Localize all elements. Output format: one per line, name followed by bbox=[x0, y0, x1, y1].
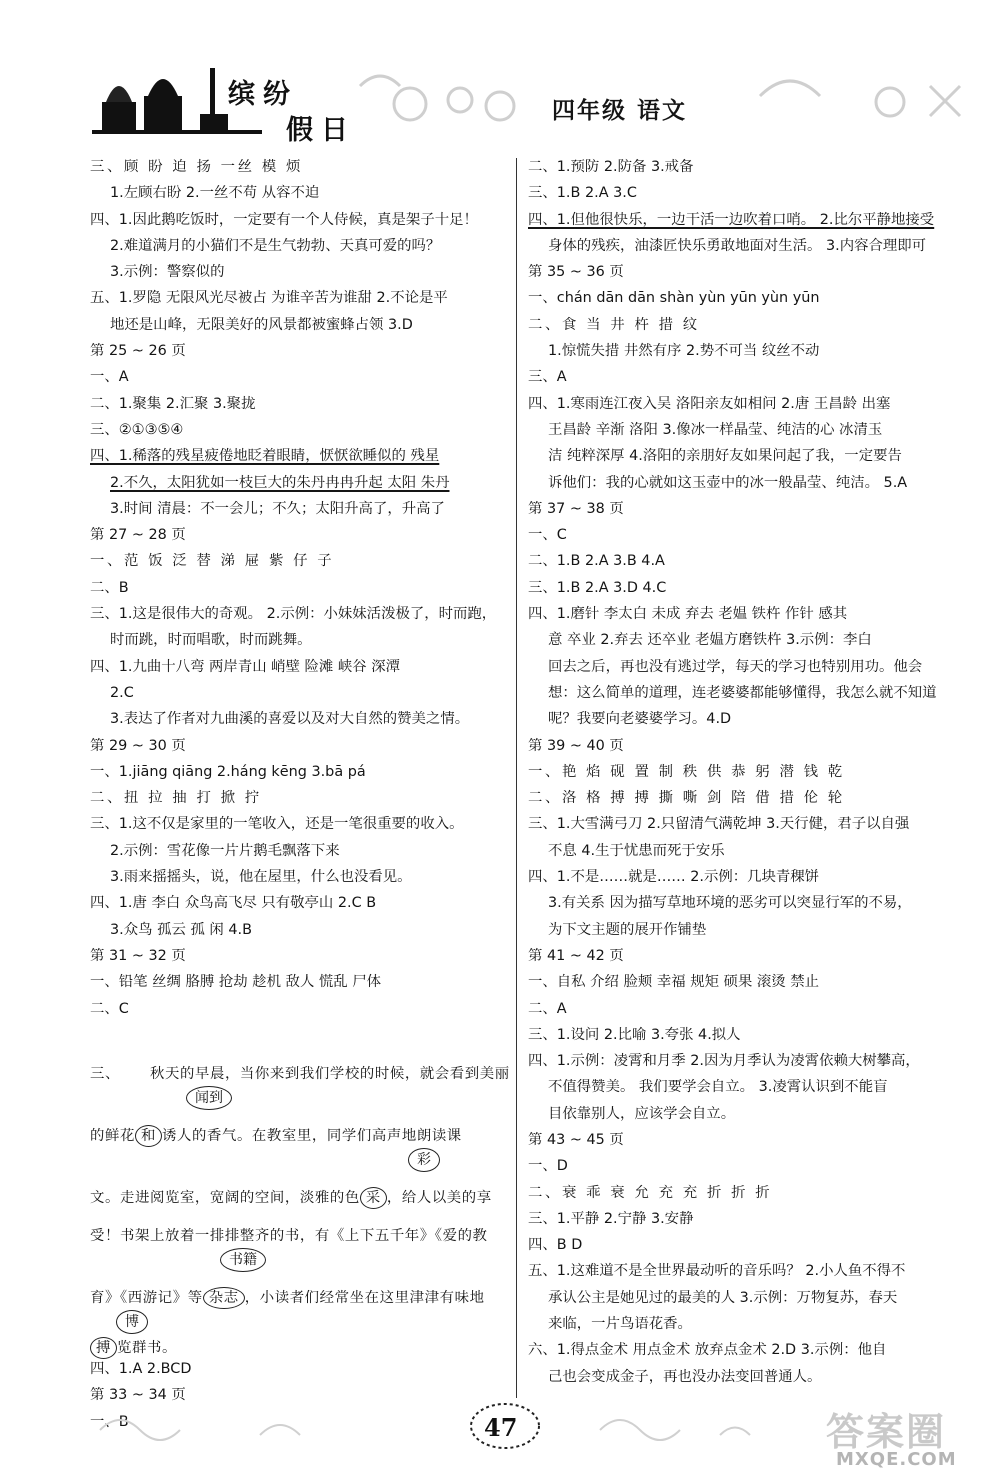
answer-line: 2.示例：雪花像一片片鹅毛飘落下来 bbox=[110, 842, 340, 859]
circled-error: 和 bbox=[135, 1125, 162, 1147]
answer-line: 三、1.这不仅是家里的一笔收入，还是一笔很重要的收入。 bbox=[90, 816, 464, 833]
answer-line: 一、自私 介绍 脸颊 幸福 规矩 硕果 滚烫 禁止 bbox=[528, 974, 820, 991]
answer-line: 三、1.大雪满弓刀 2.只留清气满乾坤 3.天行健，君子以自强 bbox=[528, 816, 910, 833]
answer-line: 回去之后，再也没有逃过学，每天的学习也特别用功。他会 bbox=[548, 658, 923, 675]
answer-line: 二、1.预防 2.防备 3.戒备 bbox=[528, 159, 694, 175]
passage-text: 诱人的香气。在教室里，同学们高声地朗读课 bbox=[161, 1128, 462, 1144]
page-range-heading: 第 41 ~ 42 页 bbox=[528, 947, 624, 964]
answer-line: 四、1.因此鹅吃饭时，一定要有一个人侍候，真是架子十足！ bbox=[90, 211, 478, 228]
answer-line: 四、1.寒雨连江夜入吴 洛阳亲友如相问 2.唐 王昌龄 出塞 bbox=[528, 395, 891, 412]
answer-line: 三、1.这是很伟大的奇观。 2.示例：小妹妹活泼极了，时而跑， bbox=[90, 606, 497, 623]
page-range-heading: 第 27 ~ 28 页 bbox=[90, 527, 186, 544]
answer-line: 2.难道满月的小猫们不是生气勃勃、天真可爱的吗？ bbox=[110, 237, 441, 254]
answer-line: 二、B bbox=[90, 579, 129, 596]
answer-line: 不值得赞美。 我们要学会自立。 3.凌霄认识到不能盲 bbox=[548, 1079, 888, 1096]
page-range-heading: 第 39 ~ 40 页 bbox=[528, 737, 624, 754]
passage-text: ，小读者们经常坐在这里津津有味地 bbox=[244, 1290, 485, 1306]
answers-right-column bbox=[528, 154, 958, 1390]
passage-line bbox=[90, 1286, 485, 1309]
answer-line: 四、1.A 2.BCD bbox=[90, 1361, 192, 1377]
answer-line: 2.C bbox=[110, 684, 134, 701]
answer-line: 六、1.得点金术 用点金术 放弃点金术 2.D 3.示例：他自 bbox=[528, 1342, 887, 1359]
answer-line: 四、1.九曲十八弯 两岸青山 峭壁 险滩 峡谷 深潭 bbox=[90, 658, 401, 675]
correction-callout: 闻到 bbox=[186, 1086, 232, 1110]
answer-line: 四、1.示例：凌霄和月季 2.因为月季认为凌霄依赖大树攀高， bbox=[528, 1053, 920, 1070]
answer-line: 己也会变成金子，再也没办法变回普通人。 bbox=[548, 1368, 822, 1385]
answer-line: 三、1.B 2.A 3.D 4.C bbox=[528, 579, 667, 596]
page-range-heading: 第 25 ~ 26 页 bbox=[90, 343, 186, 360]
answer-line: 时而跳，时而唱歌，时而跳舞。 bbox=[110, 632, 312, 649]
answer-line: 五、1.这难道不是全世界最动听的音乐吗？ 2.小人鱼不得不 bbox=[528, 1263, 906, 1280]
answer-line: 不息 4.生于忧患而死于安乐 bbox=[548, 842, 725, 859]
answer-line: 一、艳 焰 砚 置 制 秩 供 恭 躬 潜 钱 乾 bbox=[528, 763, 845, 780]
page-range-heading: 第 31 ~ 32 页 bbox=[90, 947, 186, 964]
passage-label: 三、 bbox=[90, 1066, 120, 1082]
watermark-logo-text: 答案圈 bbox=[826, 1410, 947, 1454]
answer-line: 三、顾 盼 迫 扬 一丝 模 烦 bbox=[90, 159, 303, 175]
answer-line: 诉他们：我的心就如这玉壶中的冰一般晶莹、纯洁。 5.A bbox=[548, 474, 908, 491]
answer-line: 一、B bbox=[90, 1413, 129, 1430]
answer-line: 三、1.设问 2.比喻 3.夸张 4.拟人 bbox=[528, 1026, 741, 1043]
answer-line: 二、洛 格 搏 搏 撕 嘶 剑 陪 借 措 伦 轮 bbox=[528, 790, 845, 807]
answer-line-underlined: 四、1.但他很快乐，一边干活一边吹着口哨。 2.比尔平静地接受 bbox=[528, 211, 935, 228]
answer-line: 呢？我要向老婆婆学习。4.D bbox=[548, 711, 732, 728]
page-range-heading: 第 29 ~ 30 页 bbox=[90, 737, 186, 754]
answer-line: 身体的残疾，油漆匠快乐勇敢地面对生活。 3.内容合理即可 bbox=[548, 237, 927, 254]
answer-line: 五、1.罗隐 无限风光尽被占 为谁辛苦为谁甜 2.不论是平 bbox=[90, 290, 448, 307]
circled-error: 采 bbox=[360, 1187, 387, 1209]
answer-line: 3.有关系 因为描写草地环境的恶劣可以突显行军的不易， bbox=[548, 895, 912, 912]
brand-title-line2: 假日 bbox=[286, 115, 356, 146]
page-number: 47 bbox=[484, 1413, 518, 1442]
correction-callout: 博 bbox=[116, 1310, 148, 1334]
answer-line: 一、C bbox=[528, 527, 567, 544]
answer-line: 地还是山峰，无限美好的风景都被蜜蜂占领 3.D bbox=[110, 316, 413, 333]
passage-line bbox=[90, 1062, 510, 1083]
passage-line bbox=[90, 1124, 462, 1147]
answers-left-column bbox=[90, 154, 520, 1022]
page-range-heading: 第 43 ~ 45 页 bbox=[528, 1131, 624, 1148]
answer-line: 四、B D bbox=[528, 1237, 583, 1254]
answer-line: 一、D bbox=[528, 1158, 568, 1175]
answer-line: 3.表达了作者对九曲溪的喜爱以及对大自然的赞美之情。 bbox=[110, 711, 470, 728]
answer-line: 想：这么简单的道理，连老婆婆都能够懂得，我怎么就不知道 bbox=[548, 684, 937, 701]
passage-text: ，给人以美的享 bbox=[386, 1190, 492, 1206]
answer-line: 三、A bbox=[528, 369, 567, 386]
answer-line: 四、1.唐 李白 众鸟高飞尽 只有敬亭山 2.C B bbox=[90, 895, 377, 912]
answer-line-underlined: 四、1.稀落的残星疲倦地眨着眼睛，恹恹欲睡似的 残星 bbox=[90, 448, 440, 465]
answer-line: 一、1.jiāng qiāng 2.háng kēng 3.bā pá bbox=[90, 763, 366, 780]
circled-error: 杂志 bbox=[203, 1287, 245, 1309]
answer-line: 二、1.B 2.A 3.B 4.A bbox=[528, 553, 665, 570]
answer-line: 三、②①③⑤④ bbox=[90, 421, 184, 438]
answer-line: 承认公主是她见过的最美的人 3.示例：万物复苏，春天 bbox=[548, 1289, 898, 1306]
page-range-heading: 第 35 ~ 36 页 bbox=[528, 264, 624, 281]
answer-line: 3.雨来摇摇头，说，他在屋里，什么也没看见。 bbox=[110, 869, 412, 886]
answer-line: 二、A bbox=[528, 1000, 567, 1017]
brand-title-line1: 缤纷 bbox=[228, 79, 298, 110]
passage-line: 受！书架上放着一排排整齐的书，有《上下五千年》《爱的教 bbox=[90, 1228, 488, 1244]
answer-line: 二、衰 乖 衰 允 充 充 折 折 折 bbox=[528, 1184, 773, 1201]
grade-subject-label: 四年级 语文 bbox=[552, 97, 688, 124]
answer-line: 1.左顾右盼 2.一丝不苟 从容不迫 bbox=[110, 185, 320, 202]
answer-line-underlined: 2.不久，太阳犹如一枝巨大的朱丹冉冉升起 太阳 朱丹 bbox=[110, 474, 450, 491]
passage-text: 览群书。 bbox=[117, 1340, 177, 1356]
answer-line: 一、chán dān dān shàn yùn yūn yùn yūn bbox=[528, 290, 820, 307]
correction-callout: 书籍 bbox=[220, 1248, 266, 1272]
answer-line: 1.惊慌失措 井然有序 2.势不可当 纹丝不动 bbox=[548, 343, 820, 360]
answer-line: 一、A bbox=[90, 369, 129, 386]
page-range-heading: 第 37 ~ 38 页 bbox=[528, 500, 624, 517]
answer-line: 来临，一片鸟语花香。 bbox=[548, 1316, 692, 1333]
answer-line: 四、1.不是……就是…… 2.示例：几块青稞饼 bbox=[528, 869, 820, 886]
answer-line: 二、1.聚集 2.汇聚 3.聚拢 bbox=[90, 395, 256, 412]
circled-error: 搏 bbox=[90, 1337, 117, 1359]
answer-line: 一、铅笔 丝绸 胳膊 抢劫 趁机 敌人 慌乱 尸体 bbox=[90, 974, 382, 991]
answer-line: 3.时间 清晨：不一会儿；不久；太阳升高了，升高了 bbox=[110, 500, 445, 517]
answer-line: 王昌龄 辛渐 洛阳 3.像冰一样晶莹、纯洁的心 冰清玉 bbox=[548, 421, 883, 438]
answer-line: 为下文主题的展开作铺垫 bbox=[548, 921, 707, 938]
answer-line: 3.众鸟 孤云 孤 闲 4.B bbox=[110, 921, 252, 938]
answer-line: 三、1.平静 2.宁静 3.安静 bbox=[528, 1210, 694, 1227]
page-header bbox=[0, 0, 1000, 150]
answer-line: 二、扭 拉 抽 打 掀 拧 bbox=[90, 790, 262, 807]
answer-line: 洁 纯粹深厚 4.洛阳的亲朋好友如果问起了我，一定要告 bbox=[548, 448, 902, 465]
watermark-url: MXQE.COM bbox=[836, 1449, 957, 1470]
passage-text: 育》《西游记》等 bbox=[90, 1290, 203, 1306]
passage-text: 的鲜花 bbox=[90, 1128, 135, 1144]
answer-line: 四、1.磨针 李太白 未成 弃去 老媪 铁杵 作针 感其 bbox=[528, 606, 848, 623]
answer-line: 目依靠别人，应该学会自立。 bbox=[548, 1105, 736, 1122]
page-range-heading: 第 33 ~ 34 页 bbox=[90, 1387, 186, 1404]
answer-line: 3.示例：警察似的 bbox=[110, 264, 225, 281]
passage-line bbox=[90, 1186, 492, 1209]
passage-text: 文。走进阅览室，宽阔的空间，淡雅的色 bbox=[90, 1190, 360, 1206]
answer-line: 二、食 当 井 杵 措 纹 bbox=[528, 316, 700, 333]
correction-callout: 彩 bbox=[408, 1148, 440, 1172]
answer-line: 二、C bbox=[90, 1000, 129, 1017]
passage-text: 秋天的早晨，当你来到我们学校的时候，就会看到美丽 bbox=[149, 1066, 510, 1082]
answer-line: 意 卒业 2.弃去 还卒业 老媪方磨铁杵 3.示例：李白 bbox=[548, 632, 872, 649]
answer-line: 一、范 饭 泛 替 涕 屉 紫 仔 子 bbox=[90, 553, 335, 570]
answer-line: 三、1.B 2.A 3.C bbox=[528, 185, 637, 202]
